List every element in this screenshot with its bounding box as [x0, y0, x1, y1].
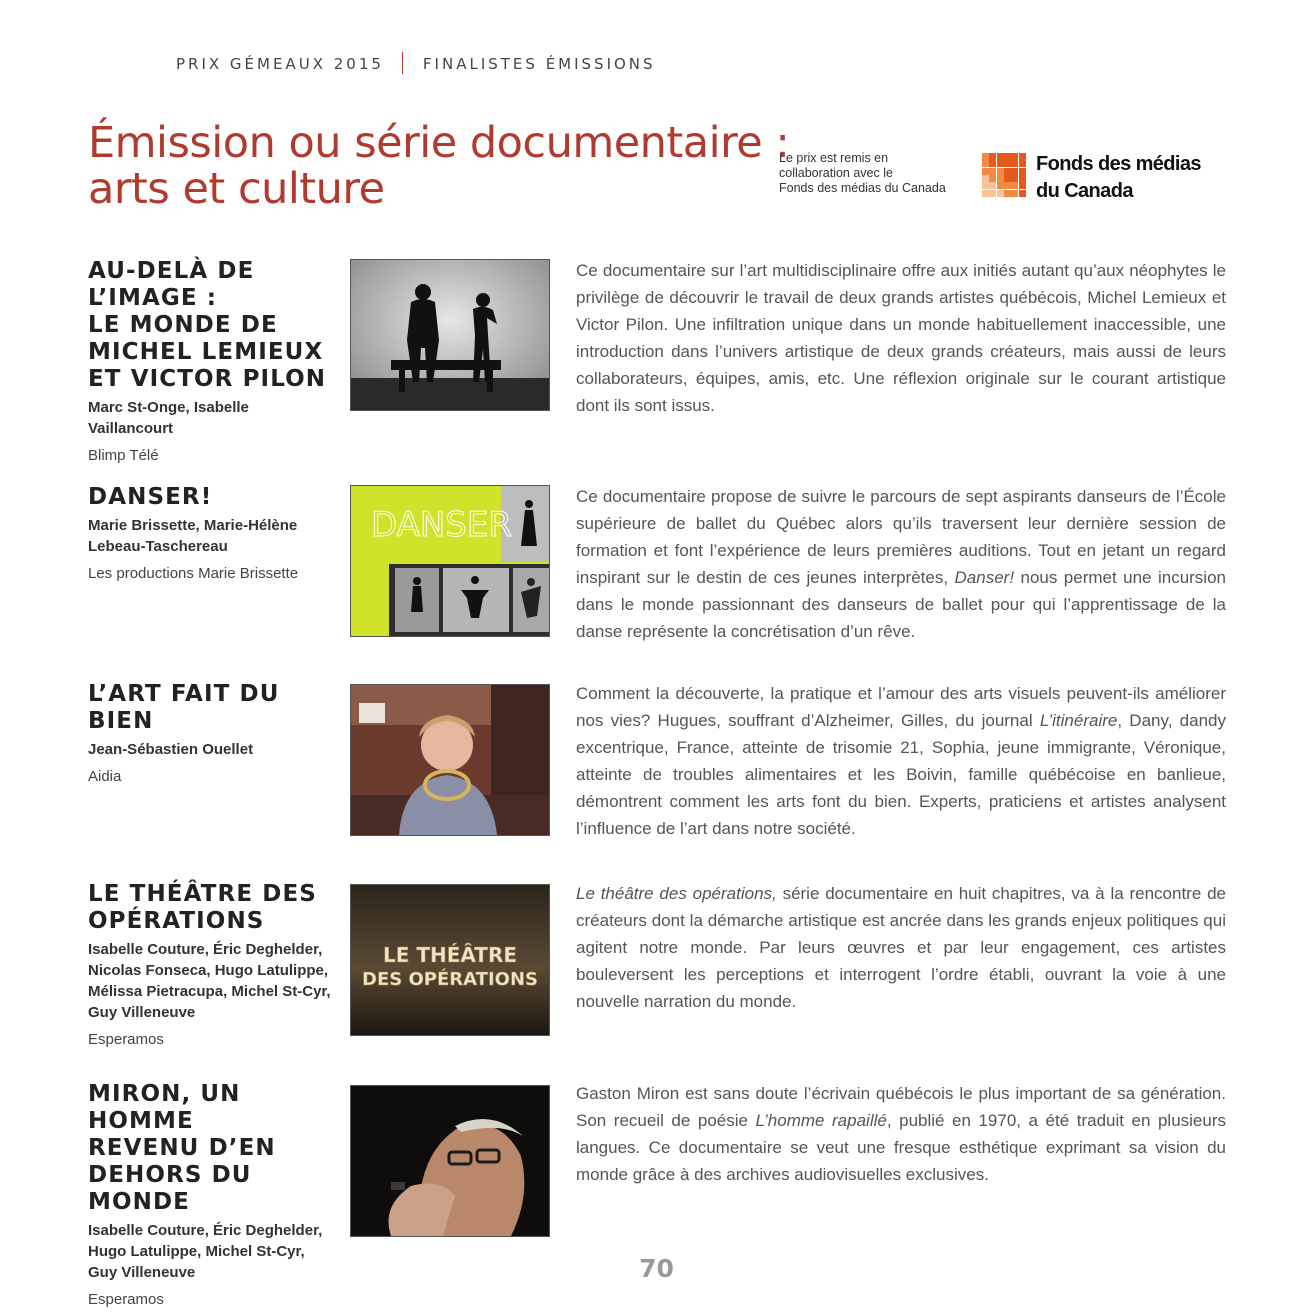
logo-tile: [997, 168, 1004, 175]
gallery-silhouettes-image: [351, 260, 549, 410]
portrait-woman-image: [351, 685, 549, 835]
partner-logo-name: [1036, 151, 1201, 205]
theatre-sign-image: [351, 885, 549, 1035]
finalist-entry: [88, 484, 1228, 641]
header-event: PRIX GÉMEAUX 2015: [176, 55, 384, 73]
entry-thumbnail: [350, 1085, 550, 1237]
entry-credits: Marc St-Onge, Isabelle Vaillancourt: [88, 399, 249, 437]
thumbnail-caption: DANSER: [371, 505, 512, 545]
entry-credits: Marie Brissette, Marie-Hélène Lebeau-Taschereau: [88, 517, 298, 555]
header-section: FINALISTES ÉMISSIONS: [422, 55, 656, 73]
logo-tile: [1019, 153, 1026, 160]
logo-tile: [997, 160, 1004, 167]
entry-title: AU-DELÀ DE L’IMAGE : LE MONDE DE MICHEL LEMIEUX ET VICTOR PILON: [88, 258, 327, 392]
logo-tile: [1004, 168, 1011, 175]
entry-producer: Esperamos: [88, 1031, 164, 1048]
partner-name-line-2: du Canada: [1036, 180, 1133, 202]
entry-thumbnail: [350, 884, 550, 1036]
finalist-entry: [88, 681, 1228, 838]
partner-note-line: Le prix est remis en: [779, 151, 889, 165]
man-portrait-image: [351, 1086, 549, 1236]
logo-tile: [1011, 153, 1018, 160]
entry-description: Le théâtre des opérations, série documentaire en huit chapitres, va à la rencontre de créateurs dont la démarche artistique est ancrée dans les grands enjeux politiques qui agitent notre monde. Par leurs œuvres et par leur engagement, ces artistes bouleversent les perceptions et interrogent l’ordre établi, ouvrant la voie à une nouvelle narration du monde.: [576, 884, 1226, 1011]
entry-description: Gaston Miron est sans doute l’écrivain québécois le plus important de sa génération. Son recueil de poésie L’homme rapaillé, publié en 1970, a été traduit en plusieurs langues. Ce documentaire se veut une fresque esthétique exprimant sa vision du monde grâce à des archives audiovisuelles exclusives.: [576, 1084, 1227, 1184]
entry-title: DANSER!: [88, 484, 213, 510]
logo-tile: [982, 160, 989, 167]
partner-note-line: Fonds des médias du Canada: [779, 181, 946, 195]
entry-producer: Blimp Télé: [88, 447, 159, 464]
logo-tile: [1004, 190, 1011, 197]
entry-credits: Isabelle Couture, Éric Deghelder, Hugo Latulippe, Michel St-Cyr, Guy Villeneuve: [88, 1222, 323, 1281]
logo-tile: [997, 153, 1004, 160]
thumbnail-caption-line-2: DES OPÉRATIONS: [362, 969, 538, 990]
logo-tile: [989, 160, 996, 167]
logo-tile: [1019, 182, 1026, 189]
partner-note: [779, 151, 974, 196]
logo-tile: [997, 175, 1004, 182]
logo-tile: [1004, 175, 1011, 182]
logo-tile: [1019, 168, 1026, 175]
entry-title: L’ART FAIT DU BIEN: [88, 681, 280, 734]
entry-producer: Aidia: [88, 768, 122, 785]
logo-tile: [1011, 160, 1018, 167]
logo-tile: [1004, 153, 1011, 160]
logo-tile: [982, 182, 989, 189]
category-title: [88, 120, 789, 212]
logo-tile: [1004, 182, 1011, 189]
logo-tile: [997, 182, 1004, 189]
logo-tile: [1011, 175, 1018, 182]
logo-tile: [997, 190, 1004, 197]
entry-description: Ce documentaire propose de suivre le parcours de sept aspirants danseurs de l’École supérieure de ballet du Québec alors qu’ils traversent leur dernière session de formation et font l’expérience de leurs premières auditions. Tout en jetant un regard inspirant sur le destin de ces jeunes interprètes, Danser! nous permet une incursion dans le monde passionnant des danseurs de ballet pour qui l’apprentissage de la danse représente la concrétisation d’un rêve.: [576, 487, 1226, 641]
logo-tile: [982, 153, 989, 160]
logo-tile: [989, 153, 996, 160]
dancers-collage-image: [351, 486, 549, 636]
entry-producer: Esperamos: [88, 1291, 164, 1308]
logo-tile: [1004, 160, 1011, 167]
logo-tile: [982, 175, 989, 182]
entry-description: Ce documentaire sur l’art multidisciplinaire offre aux initiés autant qu’aux néophytes le privilège de découvrir le travail de deux grands artistes québécois, Michel Lemieux et Victor Pilon. Une infiltration unique dans un monde habituellement inaccessible, une introduction dans l’univers artistique de deux grands créateurs, mais aussi de leurs collaborateurs, équipes, amis, etc. Une réflexion originale sur le courant artistique dont ils sont issus.: [576, 261, 1226, 415]
partner-note-line: collaboration avec le: [779, 166, 893, 180]
page-number: 70: [639, 1254, 674, 1283]
logo-tile: [1011, 182, 1018, 189]
logo-tile: [1011, 190, 1018, 197]
logo-tile: [982, 190, 989, 197]
partner-name-line-1: Fonds des médias: [1036, 153, 1201, 175]
entry-producer: Les productions Marie Brissette: [88, 565, 299, 582]
entry-credits: Jean-Sébastien Ouellet: [88, 741, 254, 758]
logo-tile: [989, 190, 996, 197]
logo-tile: [1019, 160, 1026, 167]
entry-thumbnail: [350, 259, 550, 411]
fmc-logo-icon: [982, 153, 1026, 197]
logo-tile: [1011, 168, 1018, 175]
entry-credits: Isabelle Couture, Éric Deghelder, Nicolas Fonseca, Hugo Latulippe, Mélissa Pietracupa, Michel St-Cyr, Guy Villeneuve: [88, 941, 331, 1021]
entry-thumbnail: [350, 684, 550, 836]
entry-description: Comment la découverte, la pratique et l’amour des arts visuels peuvent-ils améliorer nos vies? Hugues, souffrant d’Alzheimer, Gilles, du journal L’itinéraire, Dany, dandy excentrique, France, atteinte de trisomie 21, Sophia, jeune immigrante, Véronique, atteinte de troubles alimentaires et les Boivin, famille québécoise en banlieue, démontrent comment les arts font du bien. Experts, praticiens et artistes analysent l’influence de l’art dans notre société.: [576, 684, 1227, 838]
logo-tile: [1019, 190, 1026, 197]
logo-tile: [989, 168, 996, 175]
finalist-entry: [88, 258, 1228, 466]
header-divider: [402, 52, 403, 74]
logo-tile: [989, 175, 996, 182]
entry-title: LE THÉÂTRE DES OPÉRATIONS: [88, 881, 317, 934]
logo-tile: [1019, 175, 1026, 182]
entry-thumbnail: [350, 485, 550, 637]
category-title-line-2: arts et culture: [88, 164, 385, 214]
category-title-line-1: Émission ou série documentaire :: [88, 118, 790, 168]
running-header: [176, 52, 656, 74]
thumbnail-caption-line-1: LE THÉÂTRE: [382, 943, 518, 967]
logo-tile: [982, 168, 989, 175]
finalist-entry: [88, 881, 1228, 1050]
logo-tile: [989, 182, 996, 189]
entry-title: MIRON, UN HOMME REVENU D’EN DEHORS DU MONDE: [88, 1081, 276, 1215]
